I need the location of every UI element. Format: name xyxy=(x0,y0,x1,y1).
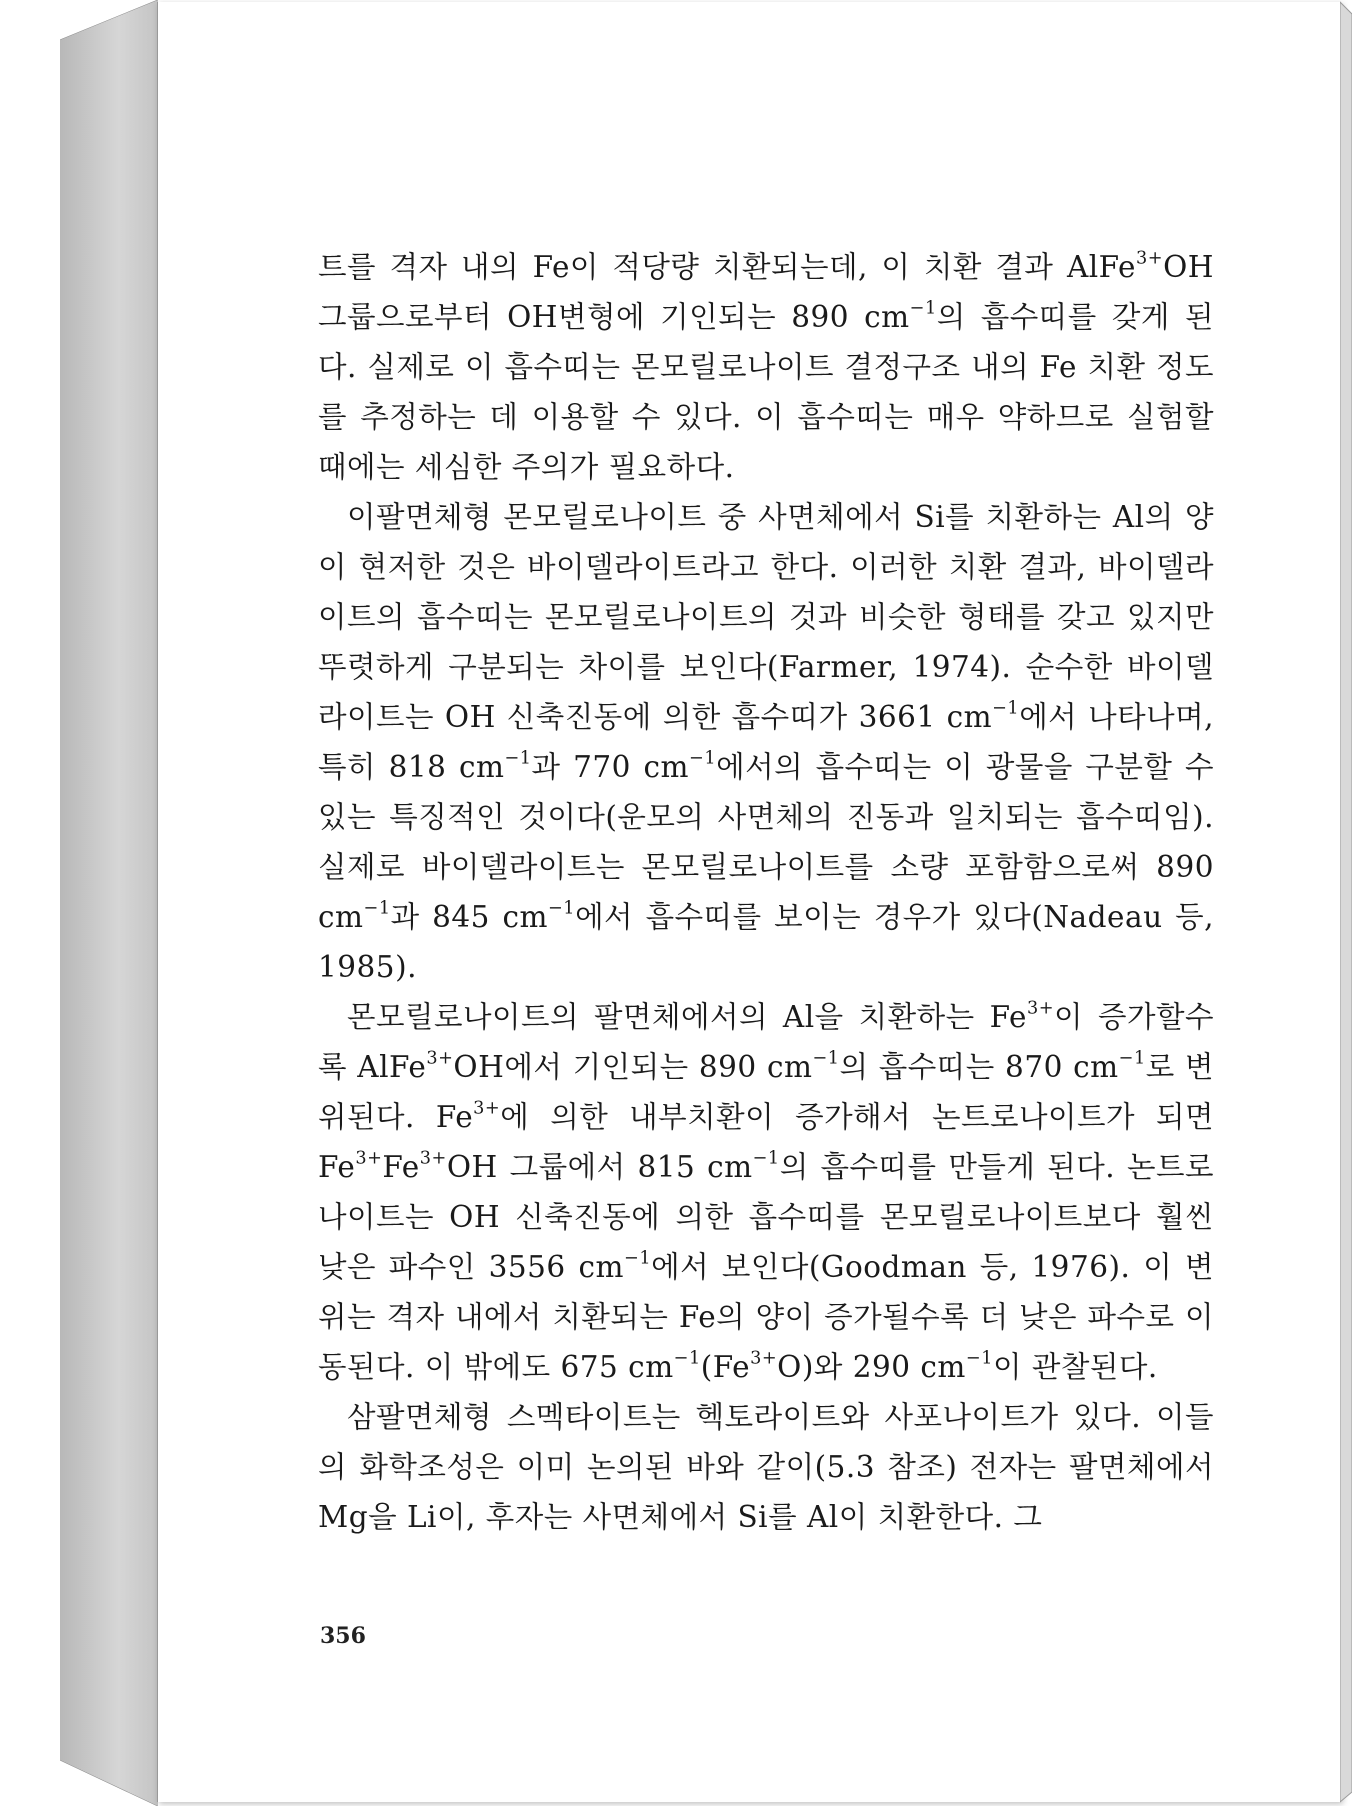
body-text xyxy=(318,242,1214,1542)
paragraph: 트를 격자 내의 Fe이 적당량 치환되는데, 이 치환 결과 AlFe$^{3+}$OH 그룹으로부터 OH변형에 기인되는 890 $cm^{-1}$의 흡수띠를 갖게 된다. 실제로 이 흡수띠는 몬모릴로나이트 결정구조 내의 Fe 치환 정도를 추정하는 데 이용할 수 있다. 이 흡수띠는 매우 약하므로 실험할 때에는 세심한 주의가 필요하다. xyxy=(318,248,1215,484)
page-edge xyxy=(1340,0,1352,1806)
paragraph: 몬모릴로나이트의 팔면체에서의 Al을 치환하는 $Fe^{3+}$이 증가할수록 AlFe$^{3+}$OH에서 기인되는 890 $cm^{-1}$의 흡수띠는 870 $cm^{-1}$로 변위된다. $Fe^{3+}$에 의한 내부치환이 증가해서 논트로나이트가 되면 $Fe^{3+}Fe^{3+}OH$ 그룹에서 815 $cm^{-1}$의 흡수띠를 만들게 된다. 논트로나이트는 OH 신축진동에 의한 흡수띠를 몬모릴로나이트보다 훨씬 낮은 파수인 3556 $cm^{-1}$에서 보인다(Goodman 등, 1976). 이 변위는 격자 내에서 치환되는 Fe의 양이 증가될수록 더 낮은 파수로 이동된다. 이 밖에도 675 $cm^{-1}(Fe^{3+}O)$와 290 $cm^{-1}$이 관찰된다. xyxy=(318,998,1215,1384)
page-number: 356 xyxy=(320,1623,366,1649)
book-spine xyxy=(60,0,158,1806)
paragraph: 삼팔면체형 스멕타이트는 헥토라이트와 사포나이트가 있다. 이들의 화학조성은 이미 논의된 바와 같이(5.3 참조) 전자는 팔면체에서 Mg을 Li이, 후자는 사면체에서 Si를 Al이 치환한다. 그 xyxy=(318,1400,1214,1534)
paragraph: 이팔면체형 몬모릴로나이트 중 사면체에서 Si를 치환하는 Al의 양이 현저한 것은 바이델라이트라고 한다. 이러한 치환 결과, 바이델라이트의 흡수띠는 몬모릴로나이트의 것과 비슷한 형태를 갖고 있지만 뚜렷하게 구분되는 차이를 보인다(Farmer, 1974). 순수한 바이델라이트는 OH 신축진동에 의한 흡수띠가 3661 $cm^{-1}$에서 나타나며, 특히 818 $cm^{-1}$과 770 $cm^{-1}$에서의 흡수띠는 이 광물을 구분할 수 있는 특징적인 것이다(운모의 사면체의 진동과 일치되는 흡수띠임). 실제로 바이델라이트는 몬모릴로나이트를 소량 포함함으로써 890 $cm^{-1}$과 845 $cm^{-1}$에서 흡수띠를 보이는 경우가 있다(Nadeau 등, 1985). xyxy=(318,500,1214,984)
